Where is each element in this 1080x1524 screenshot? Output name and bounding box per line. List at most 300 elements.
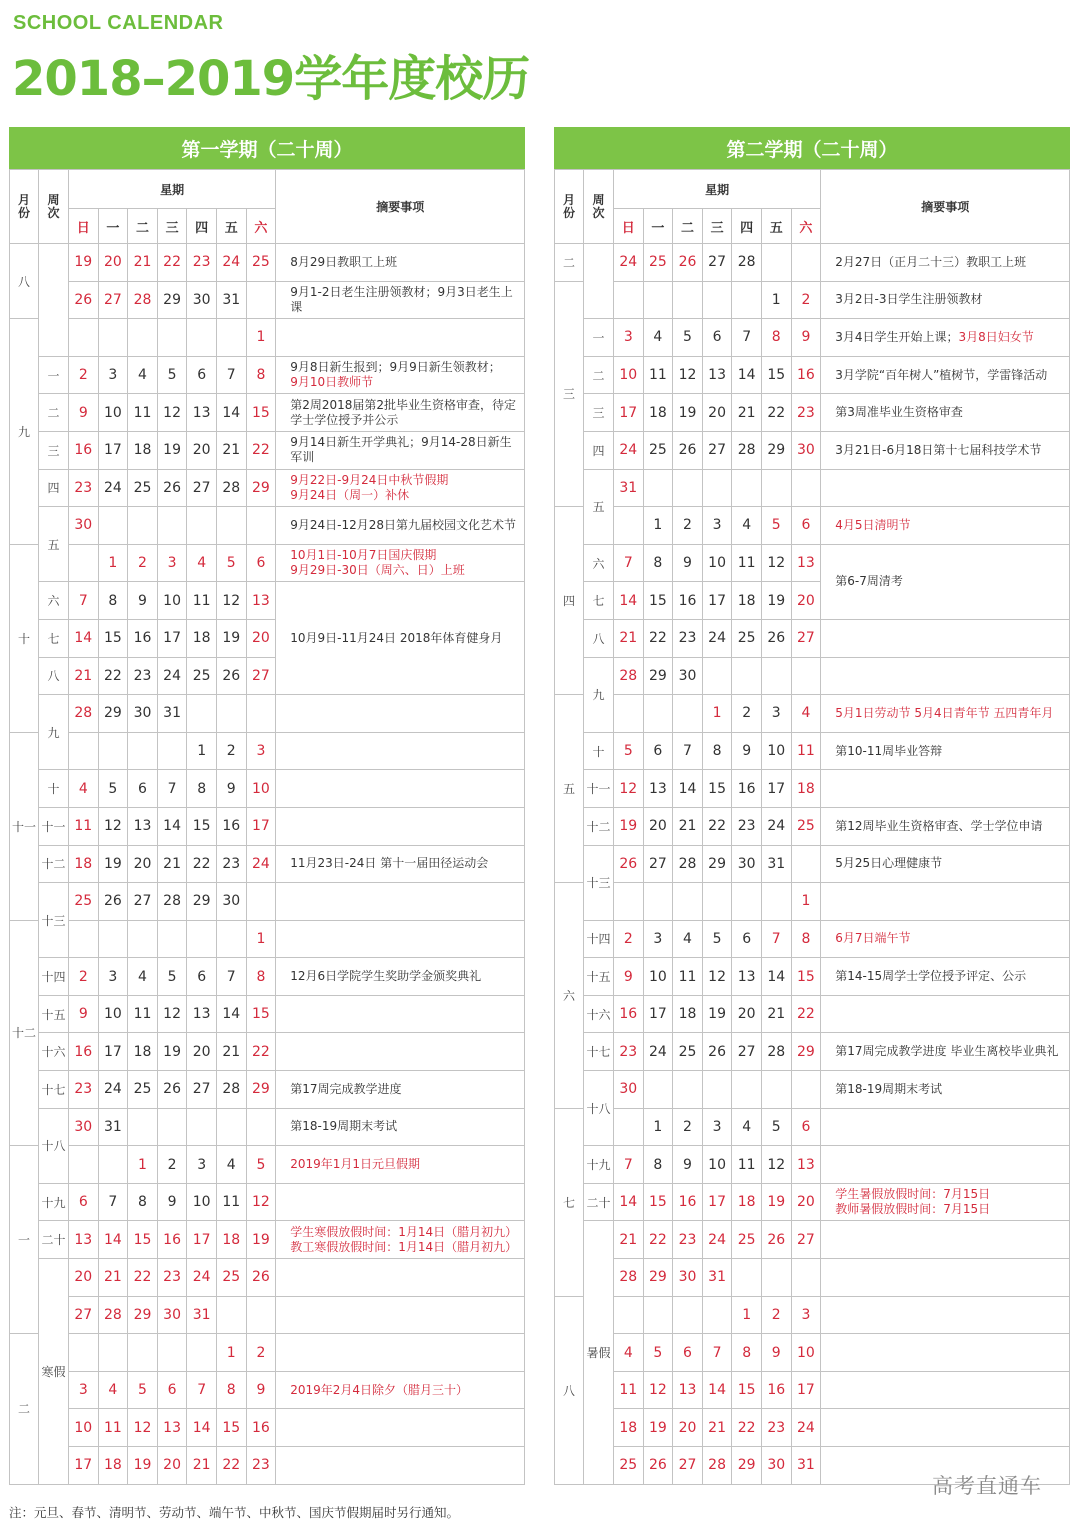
day-cell: 29 xyxy=(246,469,276,507)
note-cell xyxy=(821,1108,1070,1146)
week-label: 十二 xyxy=(584,807,614,845)
note-cell xyxy=(276,958,525,996)
day-cell: 22 xyxy=(246,1033,276,1071)
note-cell xyxy=(276,281,525,319)
day-cell: 24 xyxy=(98,469,128,507)
day-cell: 10 xyxy=(614,356,644,394)
week-label: 十 xyxy=(39,770,69,808)
table-row xyxy=(10,1071,525,1109)
day-cell: 26 xyxy=(614,845,644,883)
day-cell: 25 xyxy=(643,431,673,469)
month-header: 月份 xyxy=(555,170,584,244)
table-row xyxy=(10,281,525,319)
note-cell xyxy=(821,544,1070,619)
day-cell xyxy=(128,319,158,357)
week-label: 一 xyxy=(584,319,614,357)
table-row xyxy=(10,1108,525,1146)
day-cell: 13 xyxy=(187,394,217,432)
note-text: 12月6日学院学生奖助学金颁奖典礼 xyxy=(290,969,482,984)
week-label: 暑假 xyxy=(584,1221,614,1484)
day-cell: 16 xyxy=(761,1371,791,1409)
note-text: 5月1日劳动节 5月4日青年节 五四青年月 xyxy=(835,705,1054,720)
note-cell xyxy=(276,1033,525,1071)
day-cell: 18 xyxy=(732,582,762,620)
day-cell xyxy=(761,1071,791,1109)
week-label: 七 xyxy=(39,619,69,657)
day-cell: 20 xyxy=(702,394,732,432)
day-cell xyxy=(643,883,673,921)
note-text: 3月8日妇女节 xyxy=(958,329,1034,344)
day-cell: 3 xyxy=(157,544,187,582)
day-cell: 19 xyxy=(216,619,246,657)
table-row xyxy=(555,544,1070,582)
day-cell: 5 xyxy=(702,920,732,958)
day-cell: 13 xyxy=(791,1146,821,1184)
day-cell: 19 xyxy=(98,845,128,883)
day-cell: 7 xyxy=(702,1334,732,1372)
table-row xyxy=(10,807,525,845)
day-cell xyxy=(673,883,703,921)
note-cell xyxy=(276,695,525,733)
table-row xyxy=(10,1334,525,1372)
day-cell: 20 xyxy=(187,431,217,469)
day-cell: 8 xyxy=(643,1146,673,1184)
day-cell: 4 xyxy=(128,958,158,996)
day-cell: 21 xyxy=(187,1447,217,1485)
day-cell xyxy=(673,695,703,733)
day-cell: 4 xyxy=(643,319,673,357)
week-label: 十二 xyxy=(39,845,69,883)
day-cell: 18 xyxy=(791,770,821,808)
day-cell: 9 xyxy=(157,1183,187,1221)
day-cell: 2 xyxy=(69,958,99,996)
note-cell xyxy=(821,883,1070,921)
day-cell: 13 xyxy=(643,770,673,808)
day-cell: 28 xyxy=(614,657,644,695)
note-cell xyxy=(821,469,1070,507)
note-cell xyxy=(821,1371,1070,1409)
day-cell: 4 xyxy=(614,1334,644,1372)
note-text: 9月22日-9月24日中秋节假期 9月24日（周一）补休 xyxy=(290,472,449,502)
day-cell xyxy=(157,507,187,545)
table-row xyxy=(555,1146,1070,1184)
day-cell: 7 xyxy=(98,1183,128,1221)
day-cell: 8 xyxy=(702,732,732,770)
note-text: 10月9日-11月24日 2018年体育健身月 xyxy=(290,630,503,645)
day-cell: 31 xyxy=(614,469,644,507)
note-text: 3月2日-3日学生注册领教材 xyxy=(835,292,983,307)
month-label: 二 xyxy=(555,244,584,282)
day-cell: 28 xyxy=(673,845,703,883)
week-label: 二 xyxy=(39,394,69,432)
note-cell xyxy=(276,1183,525,1221)
table-row xyxy=(555,1183,1070,1221)
day-cell: 6 xyxy=(246,544,276,582)
table-row xyxy=(555,1259,1070,1297)
table-row xyxy=(555,1221,1070,1259)
day-cell: 31 xyxy=(791,1447,821,1485)
note-cell xyxy=(821,958,1070,996)
day-cell: 29 xyxy=(791,1033,821,1071)
note-cell xyxy=(276,1108,525,1146)
table-row xyxy=(555,1371,1070,1409)
week-label: 一 xyxy=(39,356,69,394)
day-cell: 19 xyxy=(643,1409,673,1447)
day-cell: 14 xyxy=(216,394,246,432)
day-cell: 13 xyxy=(128,807,158,845)
day-cell: 16 xyxy=(216,807,246,845)
day-cell xyxy=(732,657,762,695)
day-cell: 3 xyxy=(643,920,673,958)
table-row xyxy=(555,244,1070,282)
day-cell: 15 xyxy=(98,619,128,657)
calendar-table xyxy=(9,169,525,1485)
table-row xyxy=(10,1409,525,1447)
day-cell: 8 xyxy=(98,582,128,620)
weekday-header: 四 xyxy=(187,209,217,244)
table-row xyxy=(10,582,525,620)
day-cell xyxy=(216,695,246,733)
month-label: 十一 xyxy=(10,732,39,920)
day-cell: 6 xyxy=(791,507,821,545)
day-cell: 28 xyxy=(216,1071,246,1109)
day-cell xyxy=(643,281,673,319)
day-cell: 23 xyxy=(187,244,217,282)
month-label: 八 xyxy=(10,244,39,319)
day-cell: 18 xyxy=(187,619,217,657)
day-cell xyxy=(157,319,187,357)
day-cell: 4 xyxy=(69,770,99,808)
week-label xyxy=(39,244,69,357)
footnote: 注：元旦、春节、清明节、劳动节、端午节、中秋节、国庆节假期届时另行通知。 xyxy=(9,1505,460,1520)
day-cell: 13 xyxy=(246,582,276,620)
day-cell xyxy=(98,1334,128,1372)
day-cell xyxy=(128,1334,158,1372)
day-cell: 20 xyxy=(98,244,128,282)
day-cell: 28 xyxy=(761,1033,791,1071)
day-cell: 12 xyxy=(643,1371,673,1409)
day-cell: 16 xyxy=(128,619,158,657)
day-cell: 6 xyxy=(732,920,762,958)
day-cell: 23 xyxy=(673,619,703,657)
note-text: 学生暑假放假时间：7月15日 教师暑假放假时间：7月15日 xyxy=(835,1187,991,1217)
day-cell: 9 xyxy=(614,958,644,996)
week-label: 寒假 xyxy=(39,1259,69,1485)
day-cell xyxy=(98,732,128,770)
day-cell: 5 xyxy=(614,732,644,770)
day-cell: 5 xyxy=(673,319,703,357)
weekday-header: 五 xyxy=(216,209,246,244)
day-cell xyxy=(98,1146,128,1184)
weekday-header: 二 xyxy=(673,209,703,244)
day-cell: 15 xyxy=(643,1183,673,1221)
table-row xyxy=(10,995,525,1033)
note-text: 第10-11周毕业答辩 xyxy=(835,743,943,758)
table-row xyxy=(10,958,525,996)
day-cell: 28 xyxy=(128,281,158,319)
month-label: 一 xyxy=(10,1146,39,1334)
day-cell: 16 xyxy=(69,1033,99,1071)
day-cell: 18 xyxy=(614,1409,644,1447)
day-cell: 20 xyxy=(673,1409,703,1447)
day-cell: 20 xyxy=(643,807,673,845)
day-cell: 19 xyxy=(157,431,187,469)
note-cell xyxy=(821,1071,1070,1109)
page-title: 2018–2019学年度校历 xyxy=(12,51,530,107)
month-label: 七 xyxy=(555,1108,584,1296)
note-text: 9月1-2日老生注册领教材；9月3日老生上课 xyxy=(290,284,513,314)
semester-title: 第一学期（二十周） xyxy=(9,127,525,169)
day-cell: 27 xyxy=(128,883,158,921)
day-cell: 14 xyxy=(614,1183,644,1221)
day-cell: 30 xyxy=(673,1259,703,1297)
note-text: 6月7日端午节 xyxy=(835,931,911,946)
day-cell xyxy=(187,1108,217,1146)
note-text: 9月14日新生开学典礼；9月14-28日新生军训 xyxy=(290,435,512,465)
day-cell xyxy=(761,1259,791,1297)
week-label: 十八 xyxy=(39,1108,69,1183)
day-cell: 19 xyxy=(157,1033,187,1071)
day-cell: 24 xyxy=(246,845,276,883)
table-row xyxy=(10,394,525,432)
day-cell: 24 xyxy=(614,431,644,469)
month-label: 六 xyxy=(555,883,584,1109)
day-cell: 11 xyxy=(673,958,703,996)
note-text: 11月23日-24日 第十一届田径运动会 xyxy=(290,856,489,871)
day-cell: 5 xyxy=(157,356,187,394)
day-cell: 12 xyxy=(761,1146,791,1184)
table-row xyxy=(555,770,1070,808)
note-cell xyxy=(276,1221,525,1259)
day-cell: 14 xyxy=(98,1221,128,1259)
day-cell: 16 xyxy=(246,1409,276,1447)
note-text: 第2周2018届第2批毕业生资格审查，待定学士学位授予并公示 xyxy=(290,397,517,427)
week-label: 九 xyxy=(39,695,69,770)
day-cell: 23 xyxy=(791,394,821,432)
note-cell xyxy=(821,619,1070,657)
day-cell: 25 xyxy=(791,807,821,845)
table-row xyxy=(10,1371,525,1409)
note-cell xyxy=(276,1371,525,1409)
week-label: 八 xyxy=(584,619,614,657)
day-cell: 15 xyxy=(702,770,732,808)
day-cell: 18 xyxy=(69,845,99,883)
note-cell xyxy=(821,1259,1070,1297)
day-cell: 12 xyxy=(157,394,187,432)
day-cell: 3 xyxy=(791,1296,821,1334)
note-cell xyxy=(821,319,1070,357)
weekday-header: 日 xyxy=(69,209,99,244)
weekday-group-header: 星期 xyxy=(69,170,276,209)
day-cell: 4 xyxy=(673,920,703,958)
day-cell: 5 xyxy=(246,1146,276,1184)
note-cell xyxy=(276,1146,525,1184)
week-label: 十五 xyxy=(584,958,614,996)
day-cell: 19 xyxy=(761,1183,791,1221)
day-cell: 7 xyxy=(157,770,187,808)
table-row xyxy=(10,770,525,808)
day-cell xyxy=(157,1334,187,1372)
day-cell: 3 xyxy=(98,356,128,394)
note-cell xyxy=(821,1183,1070,1221)
day-cell: 16 xyxy=(791,356,821,394)
day-cell xyxy=(69,1334,99,1372)
month-label: 二 xyxy=(10,1334,39,1484)
day-cell xyxy=(246,507,276,545)
day-cell: 1 xyxy=(98,544,128,582)
day-cell: 8 xyxy=(791,920,821,958)
note-text: 3月4日学生开始上课； xyxy=(835,329,959,344)
day-cell xyxy=(643,1071,673,1109)
day-cell: 10 xyxy=(761,732,791,770)
day-cell: 6 xyxy=(157,1371,187,1409)
note-cell xyxy=(821,845,1070,883)
day-cell: 2 xyxy=(791,281,821,319)
table-row xyxy=(555,1071,1070,1109)
table-row xyxy=(555,845,1070,883)
table-row xyxy=(555,807,1070,845)
day-cell: 27 xyxy=(98,281,128,319)
day-cell xyxy=(69,1146,99,1184)
note-cell xyxy=(821,1334,1070,1372)
note-text: 5月25日心理健康节 xyxy=(835,856,943,871)
day-cell: 2 xyxy=(761,1296,791,1334)
day-cell: 22 xyxy=(98,657,128,695)
day-cell: 7 xyxy=(732,319,762,357)
month-label: 九 xyxy=(10,319,39,545)
day-cell: 19 xyxy=(614,807,644,845)
day-cell: 6 xyxy=(128,770,158,808)
note-cell xyxy=(821,1033,1070,1071)
note-cell xyxy=(821,394,1070,432)
day-cell xyxy=(69,319,99,357)
note-cell xyxy=(276,356,525,394)
week-label: 八 xyxy=(39,657,69,695)
day-cell: 7 xyxy=(673,732,703,770)
day-cell: 26 xyxy=(246,1259,276,1297)
day-cell: 17 xyxy=(702,582,732,620)
week-label: 十九 xyxy=(584,1146,614,1184)
week-label: 六 xyxy=(584,544,614,582)
day-cell: 24 xyxy=(98,1071,128,1109)
day-cell: 23 xyxy=(69,469,99,507)
note-cell xyxy=(821,281,1070,319)
day-cell: 25 xyxy=(614,1447,644,1485)
day-cell: 23 xyxy=(157,1259,187,1297)
note-text: 第14-15周学士学位授予评定、公示 xyxy=(835,969,1027,984)
day-cell xyxy=(157,920,187,958)
day-cell xyxy=(216,507,246,545)
note-cell xyxy=(276,770,525,808)
day-cell: 26 xyxy=(673,431,703,469)
day-cell: 5 xyxy=(128,1371,158,1409)
day-cell: 29 xyxy=(643,657,673,695)
note-cell xyxy=(276,845,525,883)
day-cell: 28 xyxy=(157,883,187,921)
note-cell xyxy=(276,319,525,357)
day-cell: 15 xyxy=(216,1409,246,1447)
day-cell xyxy=(791,469,821,507)
day-cell xyxy=(98,507,128,545)
day-cell: 29 xyxy=(702,845,732,883)
table-row xyxy=(10,1296,525,1334)
day-cell: 12 xyxy=(761,544,791,582)
day-cell: 6 xyxy=(791,1108,821,1146)
day-cell: 16 xyxy=(732,770,762,808)
table-row xyxy=(555,619,1070,657)
day-cell: 11 xyxy=(69,807,99,845)
day-cell: 16 xyxy=(69,431,99,469)
table-row xyxy=(555,958,1070,996)
day-cell: 26 xyxy=(761,619,791,657)
weekday-header: 六 xyxy=(246,209,276,244)
day-cell: 11 xyxy=(98,1409,128,1447)
day-cell: 25 xyxy=(69,883,99,921)
day-cell: 4 xyxy=(187,544,217,582)
day-cell: 12 xyxy=(128,1409,158,1447)
day-cell: 26 xyxy=(702,1033,732,1071)
note-text: 2019年1月1日元旦假期 xyxy=(290,1157,421,1172)
day-cell: 20 xyxy=(791,582,821,620)
table-row xyxy=(555,507,1070,545)
day-cell: 27 xyxy=(791,619,821,657)
day-cell xyxy=(157,732,187,770)
day-cell: 28 xyxy=(69,695,99,733)
day-cell: 6 xyxy=(643,732,673,770)
day-cell: 19 xyxy=(761,582,791,620)
table-row xyxy=(10,920,525,958)
day-cell: 29 xyxy=(761,431,791,469)
day-cell: 30 xyxy=(216,883,246,921)
day-cell: 4 xyxy=(128,356,158,394)
day-cell: 26 xyxy=(69,281,99,319)
day-cell: 12 xyxy=(673,356,703,394)
day-cell xyxy=(69,544,99,582)
note-cell xyxy=(276,732,525,770)
table-row xyxy=(555,1409,1070,1447)
day-cell: 13 xyxy=(732,958,762,996)
day-cell: 9 xyxy=(128,582,158,620)
table-row xyxy=(555,1033,1070,1071)
day-cell xyxy=(246,1108,276,1146)
day-cell xyxy=(216,920,246,958)
note-cell xyxy=(821,507,1070,545)
semester-title: 第二学期（二十周） xyxy=(554,127,1070,169)
day-cell: 20 xyxy=(128,845,158,883)
week-label: 十六 xyxy=(584,995,614,1033)
day-cell: 14 xyxy=(157,807,187,845)
week-label: 二 xyxy=(584,356,614,394)
note-cell xyxy=(821,1296,1070,1334)
weekday-header: 日 xyxy=(614,209,644,244)
day-cell xyxy=(216,1296,246,1334)
note-cell xyxy=(821,244,1070,282)
day-cell: 26 xyxy=(216,657,246,695)
day-cell: 8 xyxy=(128,1183,158,1221)
day-cell xyxy=(673,1296,703,1334)
table-row xyxy=(10,431,525,469)
day-cell: 29 xyxy=(187,883,217,921)
weekday-header: 一 xyxy=(643,209,673,244)
day-cell: 29 xyxy=(643,1259,673,1297)
day-cell: 11 xyxy=(732,1146,762,1184)
note-cell xyxy=(276,995,525,1033)
week-label: 二十 xyxy=(584,1183,614,1221)
week-label: 十八 xyxy=(584,1071,614,1146)
day-cell xyxy=(702,1071,732,1109)
day-cell: 30 xyxy=(69,507,99,545)
day-cell: 21 xyxy=(614,619,644,657)
